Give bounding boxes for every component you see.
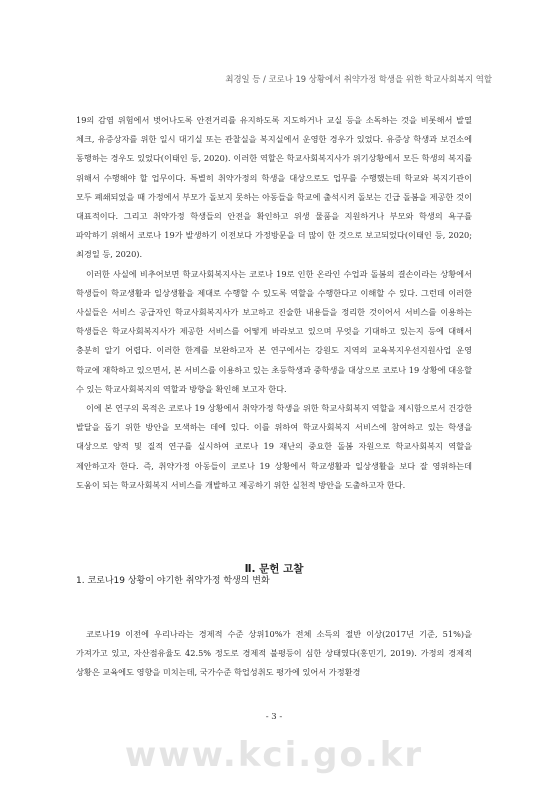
body-paragraph-1: 19의 감염 위험에서 벗어나도록 안전거리를 유지하도록 지도하거나 교실 등을 소독하는 것을 비롯해서 발열 체크, 유증상자를 위한 일시 대기실 또는 관찰실을 복지실에서 운영한 경우가 있었다. 유증상 학생과 보건소에 동행하는 경우도 있었다(이태인 등, 2020). 이러한 역할은 학교사회복지사가 위기상황에서 모든 학생의 복지를 위해서 수행해야 할 업무이다. 특별히 취약가정의 학생을 대상으로도 업무를 수행했는데 학교와 복지기관이 모두 폐쇄되었을 때 가정에서 부모가 돌보지 못하는 아동들을 학교에 출석시켜 돌보는 긴급 돌봄을 제공한 것이 대표적이다. 그리고 취약가정 학생들의 안전을 확인하고 위생 물품을 지원하거나 부모와 학생의 욕구를 파악하기 위해서 코로나 19가 발생하기 이전보다 가정방문을 더 많이 한 것으로 보고되었다(이태인 등, 2020; 최경일 등, 2020).	[76, 115, 472, 260]
body-paragraph-3: 이에 본 연구의 목적은 코로나 19 상황에서 취약가정 학생을 위한 학교사회복지 역할을 제시함으로서 건강한 발달을 돕기 위한 방안을 모색하는 데에 있다. 이를 위하여 학교사회복지 서비스에 참여하고 있는 학생을 대상으로 양적 및 질적 연구를 실시하여 코로나 19 재난의 중요한 돌봄 자원으로 학교사회복지 역할을 제안하고자 한다. 즉, 취약가정 아동들이 코로나 19 상황에서 학교생활과 일상생활을 보다 잘 영위하는데 도움이 되는 학교사회복지 서비스를 개발하고 제공하기 위한 실천적 방안을 도출하고자 한다.	[76, 403, 472, 490]
section-heading: Ⅱ. 문헌 고찰	[244, 563, 304, 575]
section-paragraph: 코로나19 이전에 우리나라는 경제적 수준 상위10%가 전체 소득의 절반 이상(2017년 기준, 51%)을 가져가고 있고, 자산점유율도 42.5% 정도로 경제적 불평등이 심한 상태였다(홍민기, 2019). 가정의 경제적 상황은 교육에도 영향을 미치는데, 국가수준 학업성취도 평가에 있어서 가정환경	[76, 629, 472, 678]
page-number: - 3 -	[265, 712, 283, 722]
running-header: 최경일 등 / 코로나 19 상황에서 취약가정 학생을 위한 학교사회복지 역할	[225, 74, 492, 84]
section-body	[76, 625, 472, 683]
body-paragraph-2: 이러한 사실에 비추어보면 학교사회복지사는 코로나 19로 인한 온라인 수업과 돌봄의 결손이라는 상황에서 학생들이 학교생활과 일상생활을 제대로 수행할 수 있도록 역할을 수행한다고 이해할 수 있다. 그런데 이러한 사실들은 서비스 공급자인 학교사회복지사가 보고하고 진술한 내용들을 정리한 것이어서 서비스를 이용하는 학생들은 학교사회복지사가 제공한 서비스를 어떻게 바라보고 있으며 무엇을 기대하고 있는지 등에 대해서 충분히 알기 어렵다. 이러한 한계를 보완하고자 본 연구에서는 강원도 지역의 교육복지우선지원사업 운영 학교에 재학하고 있으면서, 본 서비스를 이용하고 있는 초등학생과 중학생을 대상으로 코로나 19 상황에 대응할 수 있는 학교사회복지의 역할과 방향을 확인해 보고자 한다.	[76, 268, 472, 394]
watermark: www.kci.go.kr	[124, 735, 424, 775]
subsection-heading: 1. 코로나19 상황이 야기한 취약가정 학생의 변화	[76, 576, 270, 586]
body-text	[76, 111, 472, 495]
